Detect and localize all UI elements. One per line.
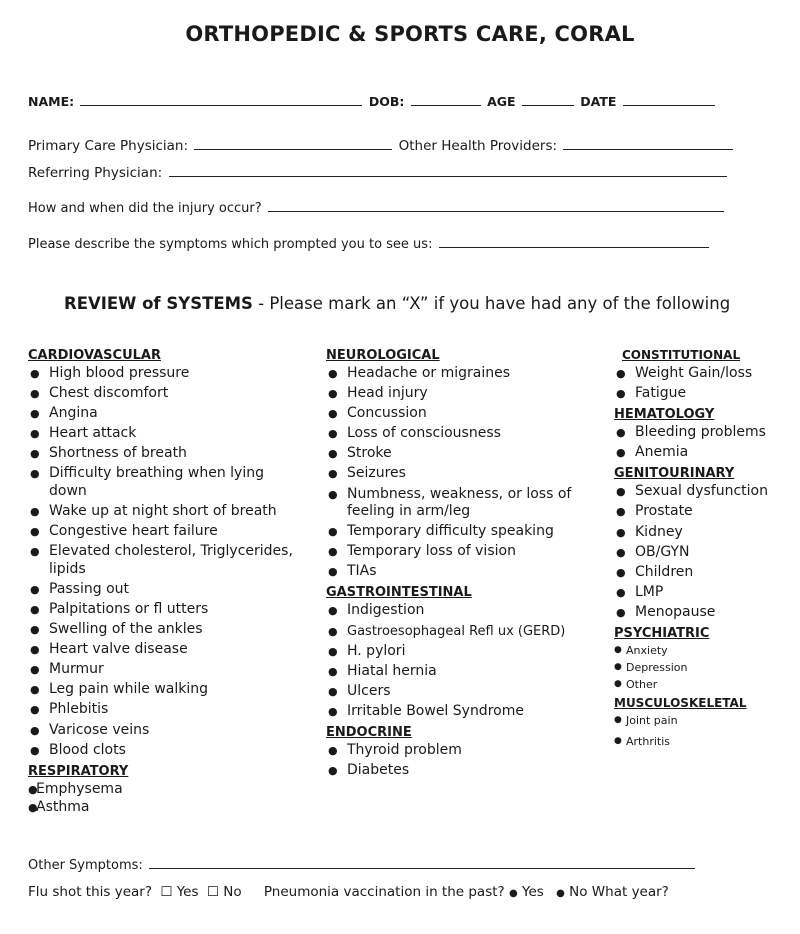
review-of-systems-heading [64, 294, 730, 313]
flu-shot-label: Flu shot this year? [28, 884, 153, 900]
item-label: Anemia [635, 444, 689, 461]
bullet-icon: ● [614, 662, 622, 673]
bullet-icon: ● [30, 447, 40, 461]
list-item[interactable] [28, 641, 298, 659]
bullet-icon: ● [328, 447, 338, 461]
bullet-icon: ● [328, 764, 338, 778]
list-item[interactable] [614, 734, 800, 749]
item-label: Leg pain while walking [49, 681, 209, 698]
list-item[interactable] [614, 643, 800, 658]
bullet-icon: ● [616, 426, 626, 440]
item-label: Hiatal hernia [347, 662, 437, 679]
item-label: Wake up at night short of breath [49, 503, 277, 520]
bullet-icon: ● [30, 623, 40, 637]
list-item[interactable] [326, 643, 606, 661]
list-item[interactable] [326, 703, 606, 721]
date-label: DATE [580, 94, 617, 109]
bullet-icon: ● [616, 525, 626, 539]
bullet-icon: ● [616, 505, 626, 519]
referring-field[interactable] [169, 164, 727, 177]
item-label: Elevated cholesterol, Triglycerides, lipids [49, 543, 293, 577]
list-item[interactable] [28, 581, 298, 599]
list-item[interactable] [28, 742, 298, 760]
item-label: Murmur [49, 661, 104, 678]
item-label: Congestive heart failure [49, 523, 218, 540]
bullet-icon: ● [30, 525, 40, 539]
bullet-icon[interactable]: ● [509, 888, 518, 899]
section-heading: CARDIOVASCULAR [28, 348, 161, 363]
section-heading: MUSCULOSKELETAL [614, 696, 747, 711]
item-label: Kidney [635, 523, 683, 540]
bullet-icon: ● [328, 624, 338, 638]
bullet-icon: ● [328, 525, 338, 539]
item-label: TIAs [347, 563, 377, 580]
item-label: Chest discomfort [49, 385, 169, 402]
list-item[interactable] [326, 486, 606, 521]
list-item[interactable] [614, 713, 800, 728]
item-label: Concussion [347, 405, 427, 422]
bullet-icon: ● [30, 505, 40, 519]
section-heading: RESPIRATORY [28, 763, 129, 779]
item-label: Headache or migraines [347, 365, 511, 381]
genitourinary-list [614, 483, 800, 621]
item-label: Weight Gain/loss [635, 365, 753, 381]
list-item[interactable] [28, 445, 298, 463]
section-heading: NEUROLOGICAL [326, 348, 440, 363]
symptoms-row [28, 235, 711, 252]
bullet-icon: ● [328, 684, 338, 698]
bullet-icon: ● [30, 743, 40, 757]
bullet-icon: ● [616, 565, 626, 579]
item-label: Palpitations or fl utters [49, 600, 209, 617]
item-label: Joint pain [626, 714, 678, 728]
list-item[interactable] [326, 385, 606, 403]
checkbox-icon[interactable]: ☐ [160, 884, 173, 900]
bullet-icon: ● [30, 703, 40, 717]
list-item[interactable] [326, 543, 606, 561]
list-item[interactable] [614, 444, 800, 462]
bullet-icon: ● [616, 545, 626, 559]
other-providers-label: Other Health Providers: [398, 138, 558, 154]
dob-field[interactable] [411, 93, 481, 106]
item-label: H. pylori [347, 642, 406, 659]
bullet-icon: ● [30, 387, 40, 401]
pneumonia-label: Pneumonia vaccination in the past? [263, 884, 505, 900]
item-label: Varicose veins [49, 721, 150, 738]
name-field[interactable] [80, 93, 362, 106]
item-label: Stroke [347, 445, 392, 462]
item-label: Shortness of breath [49, 445, 187, 462]
bullet-icon: ● [328, 545, 338, 559]
other-symptoms-row [28, 856, 697, 873]
list-item[interactable] [614, 544, 800, 562]
date-field[interactable] [623, 93, 715, 106]
item-label: LMP [635, 583, 664, 600]
pneumonia-no-year-label: No What year? [569, 884, 669, 900]
age-field[interactable] [522, 93, 574, 106]
list-item[interactable] [326, 365, 606, 383]
bullet-icon: ● [616, 605, 626, 619]
list-item[interactable] [614, 483, 800, 501]
list-item[interactable] [326, 762, 606, 780]
list-item[interactable] [28, 523, 298, 541]
symptoms-label: Please describe the symptoms which prompted you to see us: [28, 237, 433, 252]
pneumonia-yes-label: Yes [522, 884, 544, 900]
neurological-list [326, 365, 606, 581]
bullet-icon: ● [328, 487, 338, 501]
item-label: Loss of consciousness [347, 425, 501, 442]
hematology-list [614, 424, 800, 462]
list-item[interactable] [28, 465, 298, 500]
item-label: Arthritis [626, 735, 671, 749]
item-label: Blood clots [49, 741, 126, 758]
list-item[interactable] [326, 465, 606, 483]
respiratory-list [28, 781, 298, 817]
section-heading: HEMATOLOGY [614, 407, 715, 423]
item-label: Indigestion [347, 602, 425, 619]
constitutional-list [614, 365, 800, 403]
item-label: Head injury [347, 385, 428, 402]
section-heading: ENDOCRINE [326, 725, 412, 740]
list-item[interactable] [28, 503, 298, 521]
item-label: Prostate [635, 503, 693, 520]
list-item[interactable] [28, 722, 298, 740]
item-label: High blood pressure [49, 365, 190, 381]
age-label: AGE [487, 94, 516, 109]
item-label: Gastroesophageal Refl ux (GERD) [347, 623, 566, 639]
injury-field[interactable] [268, 199, 724, 212]
section-heading: GASTROINTESTINAL [326, 585, 472, 601]
item-label: Bleeding problems [635, 424, 766, 441]
list-item[interactable] [326, 563, 606, 581]
cardiovascular-list [28, 365, 298, 759]
bullet-icon: ● [328, 367, 338, 380]
bullet-icon: ● [616, 585, 626, 599]
item-label: Fatigue [635, 385, 687, 402]
list-item[interactable] [614, 584, 800, 602]
item-label: Children [635, 563, 694, 580]
other-symptoms-label: Other Symptoms: [28, 858, 143, 873]
bullet-icon: ● [328, 704, 338, 718]
endocrine-list [326, 742, 606, 780]
list-item[interactable] [28, 365, 298, 383]
column-3 [614, 346, 800, 751]
bullet-icon: ● [30, 602, 40, 616]
bullet-icon: ● [328, 565, 338, 579]
list-item[interactable] [28, 385, 298, 403]
bullet-icon: ● [328, 467, 338, 481]
item-label: Diabetes [347, 762, 410, 779]
section-heading: GENITOURINARY [614, 466, 735, 482]
section-heading: PSYCHIATRIC [614, 626, 710, 642]
review-bold: REVIEW of SYSTEMS [64, 294, 253, 313]
list-item[interactable] [326, 602, 606, 620]
item-label: Temporary loss of vision [347, 543, 516, 560]
list-item[interactable] [28, 781, 298, 799]
bullet-icon: ● [30, 663, 40, 677]
bullet-icon: ● [30, 545, 40, 559]
bullet-icon: ● [28, 801, 38, 815]
referring-label: Referring Physician: [28, 165, 163, 181]
item-label: Ulcers [347, 682, 391, 699]
bullet-icon: ● [616, 367, 626, 380]
item-label: Asthma [36, 799, 90, 816]
dob-label: DOB: [368, 94, 405, 109]
bullet-icon: ● [614, 736, 622, 747]
list-item[interactable] [326, 742, 606, 760]
list-item[interactable] [28, 621, 298, 639]
flu-yes-label: Yes [176, 884, 199, 900]
list-item[interactable] [28, 601, 298, 619]
column-1 [28, 346, 298, 818]
list-item[interactable] [326, 523, 606, 541]
bullet-icon: ● [616, 387, 626, 401]
bullet-icon: ● [328, 644, 338, 658]
symptoms-field[interactable] [439, 235, 709, 248]
list-item[interactable] [614, 564, 800, 582]
musculoskeletal-list [614, 713, 800, 749]
item-label: Menopause [635, 603, 716, 620]
list-item[interactable] [326, 683, 606, 701]
list-item[interactable] [326, 663, 606, 681]
item-label: Sexual dysfunction [635, 483, 768, 500]
item-label: Phlebitis [49, 701, 109, 718]
list-item[interactable] [326, 445, 606, 463]
item-label: Heart valve disease [49, 641, 188, 658]
list-item[interactable] [326, 425, 606, 443]
bullet-icon: ● [328, 604, 338, 618]
list-item[interactable] [28, 405, 298, 423]
vaccination-row [28, 884, 669, 900]
list-item[interactable] [326, 405, 606, 423]
bullet-icon: ● [328, 664, 338, 678]
item-label: Other [626, 678, 658, 692]
bullet-icon: ● [614, 645, 622, 656]
column-2 [326, 346, 606, 782]
checkbox-icon[interactable]: ☐ [206, 884, 219, 900]
review-instructions: - Please mark an “X” if you have had any of the following [252, 294, 731, 313]
item-label: Emphysema [36, 780, 123, 797]
item-label: Passing out [49, 580, 130, 597]
bullet-icon: ● [328, 427, 338, 441]
item-label: Seizures [347, 465, 406, 482]
list-item[interactable] [28, 425, 298, 443]
bullet-icon: ● [30, 407, 40, 421]
section-heading: CONSTITUTIONAL [622, 348, 741, 362]
item-label: Heart attack [49, 425, 137, 442]
other-symptoms-field[interactable] [149, 856, 695, 869]
referring-row [28, 164, 729, 181]
list-item[interactable] [614, 677, 800, 692]
list-item[interactable] [28, 701, 298, 719]
item-label: Anxiety [626, 644, 668, 658]
injury-label: How and when did the injury occur? [28, 201, 262, 216]
bullet-icon: ● [30, 467, 40, 481]
item-label: Irritable Bowel Syndrome [347, 702, 524, 719]
list-item[interactable] [614, 524, 800, 542]
item-label: Numbness, weakness, or loss of feeling in arm/leg [347, 485, 572, 520]
bullet-icon: ● [30, 367, 40, 380]
list-item[interactable] [614, 660, 800, 675]
list-item[interactable] [614, 503, 800, 521]
bullet-icon: ● [30, 683, 40, 697]
list-item[interactable] [614, 424, 800, 442]
form-title: ORTHOPEDIC & SPORTS CARE, CORAL [185, 22, 635, 46]
other-providers-field[interactable] [563, 137, 733, 150]
item-label: Thyroid problem [347, 742, 462, 758]
flu-no-label: No [223, 884, 242, 900]
bullet-icon: ● [28, 782, 38, 796]
item-label: Difficulty breathing when lying down [49, 465, 264, 499]
bullet-icon: ● [30, 427, 40, 441]
bullet-icon: ● [328, 387, 338, 401]
bullet-icon: ● [614, 715, 622, 726]
bullet-icon: ● [30, 582, 40, 596]
bullet-icon: ● [30, 723, 40, 737]
bullet-icon: ● [328, 744, 338, 757]
bullet-icon: ● [614, 679, 622, 690]
list-item[interactable] [28, 799, 298, 817]
list-item[interactable] [28, 543, 298, 578]
item-label: Temporary difficulty speaking [347, 523, 554, 540]
primary-care-field[interactable] [194, 137, 392, 150]
name-label: NAME: [28, 94, 75, 109]
bullet-icon: ● [328, 407, 338, 421]
bullet-icon: ● [30, 643, 40, 657]
list-item[interactable] [614, 385, 800, 403]
list-item[interactable] [614, 604, 800, 622]
psychiatric-list [614, 643, 800, 692]
bullet-icon: ● [616, 446, 626, 460]
primary-care-label: Primary Care Physician: [28, 138, 189, 154]
injury-row [28, 199, 726, 216]
list-item[interactable] [326, 623, 606, 641]
bullet-icon[interactable]: ● [556, 888, 565, 899]
bullet-icon: ● [616, 485, 626, 499]
item-label: Depression [626, 661, 688, 675]
physician-row [28, 137, 735, 154]
list-item[interactable] [28, 661, 298, 679]
list-item[interactable] [614, 365, 800, 383]
item-label: Swelling of the ankles [49, 621, 203, 638]
patient-info-row [28, 93, 717, 109]
item-label: Angina [49, 405, 98, 422]
list-item[interactable] [28, 681, 298, 699]
gastrointestinal-list [326, 602, 606, 720]
item-label: OB/GYN [635, 543, 690, 560]
